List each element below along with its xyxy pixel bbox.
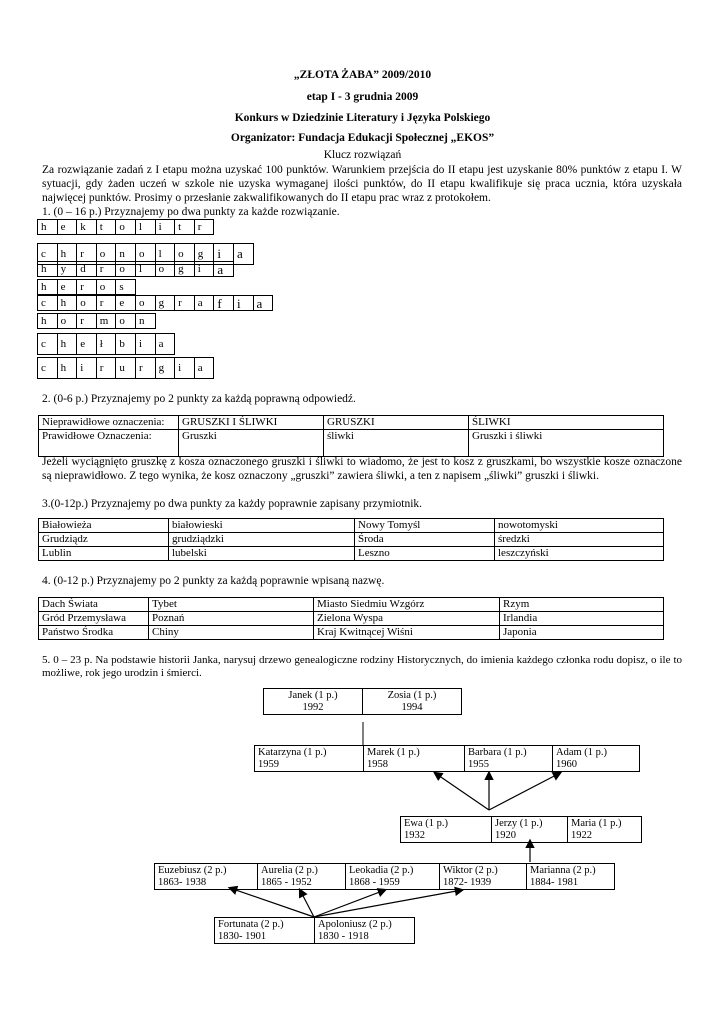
table-cell: Gruszki i śliwki: [469, 430, 664, 457]
table-cell: nowotomyski: [495, 519, 664, 533]
crossword-cell: g: [174, 261, 195, 277]
crossword-cell: g: [194, 243, 215, 265]
crossword-cell: r: [174, 295, 195, 311]
table-cell: Prawidłowe Oznaczenia:: [39, 430, 179, 457]
crossword-cell: l: [135, 261, 156, 277]
crossword-cell: e: [76, 333, 97, 355]
crossword-cell: a: [253, 295, 274, 311]
crossword-cell: o: [96, 243, 117, 265]
table-cell: Państwo Środka: [39, 626, 149, 640]
table-cell: leszczyński: [495, 547, 664, 561]
table-cell: Nowy Tomyśl: [355, 519, 495, 533]
person-name: Apoloniusz (2 p.): [318, 919, 392, 930]
table-row: [39, 598, 664, 612]
crossword-cell: r: [96, 295, 117, 311]
task2-title: 2. (0-6 p.) Przyznajemy po 2 punkty za każdą poprawną odpowiedź.: [42, 393, 356, 405]
crossword-cell: y: [57, 261, 78, 277]
crossword-cell: l: [155, 243, 176, 265]
person-name: Maria (1 p.): [571, 818, 622, 829]
table-row: [39, 533, 664, 547]
person-name: Marianna (2 p.): [530, 865, 596, 876]
table-cell: Zielona Wyspa: [314, 612, 500, 626]
table-cell: grudziądzki: [169, 533, 355, 547]
adjectives-table: [38, 518, 664, 561]
contest-title: „ZŁOTA ŻABA” 2009/2010: [293, 69, 432, 81]
crossword-cell: o: [135, 243, 156, 265]
person-name: Barbara (1 p.): [468, 747, 527, 758]
crossword-cell: r: [76, 313, 97, 329]
crossword-cell: a: [194, 295, 215, 311]
crossword-cell: a: [213, 261, 234, 277]
crossword-cell: r: [194, 219, 215, 235]
table-row: [39, 430, 664, 457]
crossword-cell: n: [115, 243, 136, 265]
table-cell: Grudziądz: [39, 533, 169, 547]
person-box: [362, 688, 462, 715]
person-box: [552, 745, 640, 772]
crossword-cell: o: [115, 261, 136, 277]
crossword-cell: h: [57, 243, 78, 265]
crossword-cell: a: [155, 333, 176, 355]
tree-arrow: [314, 890, 462, 917]
organizer: Organizator: Fundacja Edukacji Społecznej „EKOS”: [230, 132, 495, 144]
crossword-cell: f: [213, 295, 234, 311]
tree-arrow: [314, 890, 385, 917]
tree-arrow: [230, 888, 314, 917]
person-years: 1992: [302, 702, 324, 713]
crossword-row: [38, 219, 214, 235]
table-row: [39, 612, 664, 626]
person-name: Janek (1 p.): [288, 690, 338, 701]
crossword-cell: c: [37, 357, 58, 379]
crossword-cell: u: [115, 357, 136, 379]
person-years: 1868 - 1959: [349, 877, 400, 888]
crossword-row: [38, 313, 156, 329]
crossword-cell: d: [76, 261, 97, 277]
crossword-cell: g: [155, 295, 176, 311]
baskets-table: [38, 415, 664, 457]
crossword-cell: c: [37, 295, 58, 311]
crossword-cell: g: [155, 357, 176, 379]
crossword-cell: i: [213, 243, 234, 265]
crossword-cell: r: [96, 357, 117, 379]
person-name: Euzebiusz (2 p.): [158, 865, 227, 876]
table-cell: Gród Przemysława: [39, 612, 149, 626]
person-name: Zosia (1 p.): [387, 690, 437, 701]
table-cell: ŚLIWKI: [469, 416, 664, 430]
table-row: [39, 547, 664, 561]
crossword-cell: o: [57, 313, 78, 329]
person-years: 1920: [495, 830, 516, 841]
table-cell: Kraj Kwitnącej Wiśni: [314, 626, 500, 640]
person-box: [345, 863, 440, 890]
crossword-cell: c: [37, 333, 58, 355]
crossword-cell: t: [174, 219, 195, 235]
person-years: 1994: [401, 702, 423, 713]
crossword-cell: m: [96, 313, 117, 329]
table-cell: GRUSZKI: [324, 416, 469, 430]
stage-date: etap I - 3 grudnia 2009: [306, 91, 419, 103]
task1-title: 1. (0 – 16 p.) Przyznajemy po dwa punkty za każde rozwiązanie.: [42, 206, 340, 218]
table-cell: Środa: [355, 533, 495, 547]
table-cell: Poznań: [149, 612, 314, 626]
table-cell: Leszno: [355, 547, 495, 561]
person-years: 1884- 1981: [530, 877, 579, 888]
person-box: [363, 745, 465, 772]
answer-key-title: Klucz rozwiązań: [323, 149, 402, 161]
person-name: Aurelia (2 p.): [261, 865, 318, 876]
person-name: Jerzy (1 p.): [495, 818, 543, 829]
person-box: [257, 863, 346, 890]
crossword-cell: s: [115, 279, 136, 295]
person-name: Marek (1 p.): [367, 747, 420, 758]
crossword-cell: h: [57, 357, 78, 379]
crossword-row: [38, 261, 234, 277]
person-years: 1959: [258, 759, 279, 770]
person-name: Katarzyna (1 p.): [258, 747, 327, 758]
person-years: 1863- 1938: [158, 877, 207, 888]
person-box: [526, 863, 615, 890]
crossword-cell: o: [135, 295, 156, 311]
crossword-cell: r: [76, 243, 97, 265]
tree-arrow: [489, 773, 560, 810]
crossword-cell: i: [76, 357, 97, 379]
table-row: [39, 626, 664, 640]
table-cell: Irlandia: [500, 612, 664, 626]
table-cell: śliwki: [324, 430, 469, 457]
person-box: [214, 917, 315, 944]
intro-paragraph: Za rozwiązanie zadań z I etapu można uzyskać 100 punktów. Warunkiem przejścia do II etapu jest uzyskanie 80% punktów z etapu I. W sytuacji, gdy żaden uczeń w szkole nie uzyska wymaganej ilości punktów, do II etapu kwalifikuje się praca ucznia, która uzyskała najwięcej punktów. Prosimy o przesłanie zakwalifikowanych do II etapu prac wraz z protokołem.: [42, 164, 682, 205]
person-name: Adam (1 p.): [556, 747, 608, 758]
table-cell: białowieski: [169, 519, 355, 533]
table-cell: Nieprawidłowe oznaczenia:: [39, 416, 179, 430]
person-box: [314, 917, 415, 944]
tree-arrow: [435, 773, 489, 810]
person-years: 1872- 1939: [443, 877, 492, 888]
table-row: [39, 416, 664, 430]
nicknames-table: [38, 597, 664, 640]
crossword-cell: r: [96, 261, 117, 277]
crossword-cell: r: [135, 357, 156, 379]
table-cell: lubelski: [169, 547, 355, 561]
person-years: 1865 - 1952: [261, 877, 312, 888]
crossword-cell: a: [233, 243, 254, 265]
person-years: 1958: [367, 759, 388, 770]
crossword-row: [38, 357, 214, 379]
person-box: [400, 816, 492, 843]
crossword-cell: n: [135, 313, 156, 329]
crossword-cell: o: [115, 313, 136, 329]
table-cell: Gruszki: [179, 430, 324, 457]
crossword-cell: e: [57, 219, 78, 235]
person-box: [154, 863, 258, 890]
task4-title: 4. (0-12 p.) Przyznajemy po 2 punkty za każdą poprawnie wpisaną nazwę.: [42, 575, 385, 587]
crossword-cell: o: [155, 261, 176, 277]
crossword-cell: a: [194, 357, 215, 379]
crossword-cell: h: [37, 279, 58, 295]
crossword-cell: c: [37, 243, 58, 265]
table-cell: Białowieża: [39, 519, 169, 533]
table-cell: średzki: [495, 533, 664, 547]
crossword-cell: i: [194, 261, 215, 277]
person-name: Wiktor (2 p.): [443, 865, 498, 876]
crossword-cell: i: [135, 333, 156, 355]
crossword-cell: e: [57, 279, 78, 295]
person-box: [464, 745, 553, 772]
person-years: 1830- 1901: [218, 931, 267, 942]
table-cell: Chiny: [149, 626, 314, 640]
table-cell: Miasto Siedmiu Wzgórz: [314, 598, 500, 612]
crossword-cell: h: [37, 219, 58, 235]
crossword-cell: h: [37, 313, 58, 329]
crossword-cell: k: [76, 219, 97, 235]
person-box: [439, 863, 527, 890]
table-cell: GRUSZKI I ŚLIWKI: [179, 416, 324, 430]
crossword-cell: h: [57, 295, 78, 311]
person-box: [254, 745, 364, 772]
task2-explanation: Jeżeli wyciągnięto gruszkę z kosza oznaczonego gruszki i śliwki to wiadomo, że jest to kosz z gruszkami, bo wszystkie kosze oznaczone są nieprawidłowo. Z tego wynika, że kosz oznaczony „gruszki” zawiera śliwki, a ten z napisem „śliwki” gruszki i śliwki.: [42, 456, 682, 483]
tree-arrow: [300, 890, 314, 917]
crossword-row: [38, 279, 136, 295]
table-cell: Rzym: [500, 598, 664, 612]
person-box: [491, 816, 568, 843]
person-years: 1830 - 1918: [318, 931, 369, 942]
crossword-cell: h: [37, 261, 58, 277]
crossword-cell: l: [135, 219, 156, 235]
crossword-cell: o: [115, 219, 136, 235]
crossword-cell: o: [96, 279, 117, 295]
person-name: Leokadia (2 p.): [349, 865, 414, 876]
table-cell: Japonia: [500, 626, 664, 640]
person-years: 1955: [468, 759, 489, 770]
crossword-cell: r: [76, 279, 97, 295]
crossword-row: [38, 295, 273, 311]
table-cell: Tybet: [149, 598, 314, 612]
crossword-cell: t: [96, 219, 117, 235]
person-box: [567, 816, 642, 843]
table-row: [39, 519, 664, 533]
table-cell: Dach Świata: [39, 598, 149, 612]
crossword-cell: i: [155, 219, 176, 235]
task3-title: 3.(0-12p.) Przyznajemy po dwa punkty za każdy poprawnie zapisany przymiotnik.: [42, 498, 423, 510]
person-years: 1960: [556, 759, 577, 770]
person-years: 1932: [404, 830, 425, 841]
crossword-cell: b: [115, 333, 136, 355]
person-name: Ewa (1 p.): [404, 818, 449, 829]
person-years: 1922: [571, 830, 592, 841]
crossword-cell: o: [174, 243, 195, 265]
crossword-cell: i: [233, 295, 254, 311]
task5-title: 5. 0 – 23 p. Na podstawie historii Janka, narysuj drzewo genealogiczne rodziny Historycznych, do imienia każdego członka rodu dopisz, o ile to możliwe, rok jego urodzin i śmierci.: [42, 654, 682, 680]
person-box: [263, 688, 363, 715]
crossword-cell: h: [57, 333, 78, 355]
person-name: Fortunata (2 p.): [218, 919, 284, 930]
crossword-row: [38, 333, 175, 355]
crossword-cell: e: [115, 295, 136, 311]
contest-name: Konkurs w Dziedzinie Literatury i Języka Polskiego: [234, 112, 491, 124]
table-cell: Lublin: [39, 547, 169, 561]
crossword-cell: ł: [96, 333, 117, 355]
crossword-cell: i: [174, 357, 195, 379]
crossword-cell: o: [76, 295, 97, 311]
